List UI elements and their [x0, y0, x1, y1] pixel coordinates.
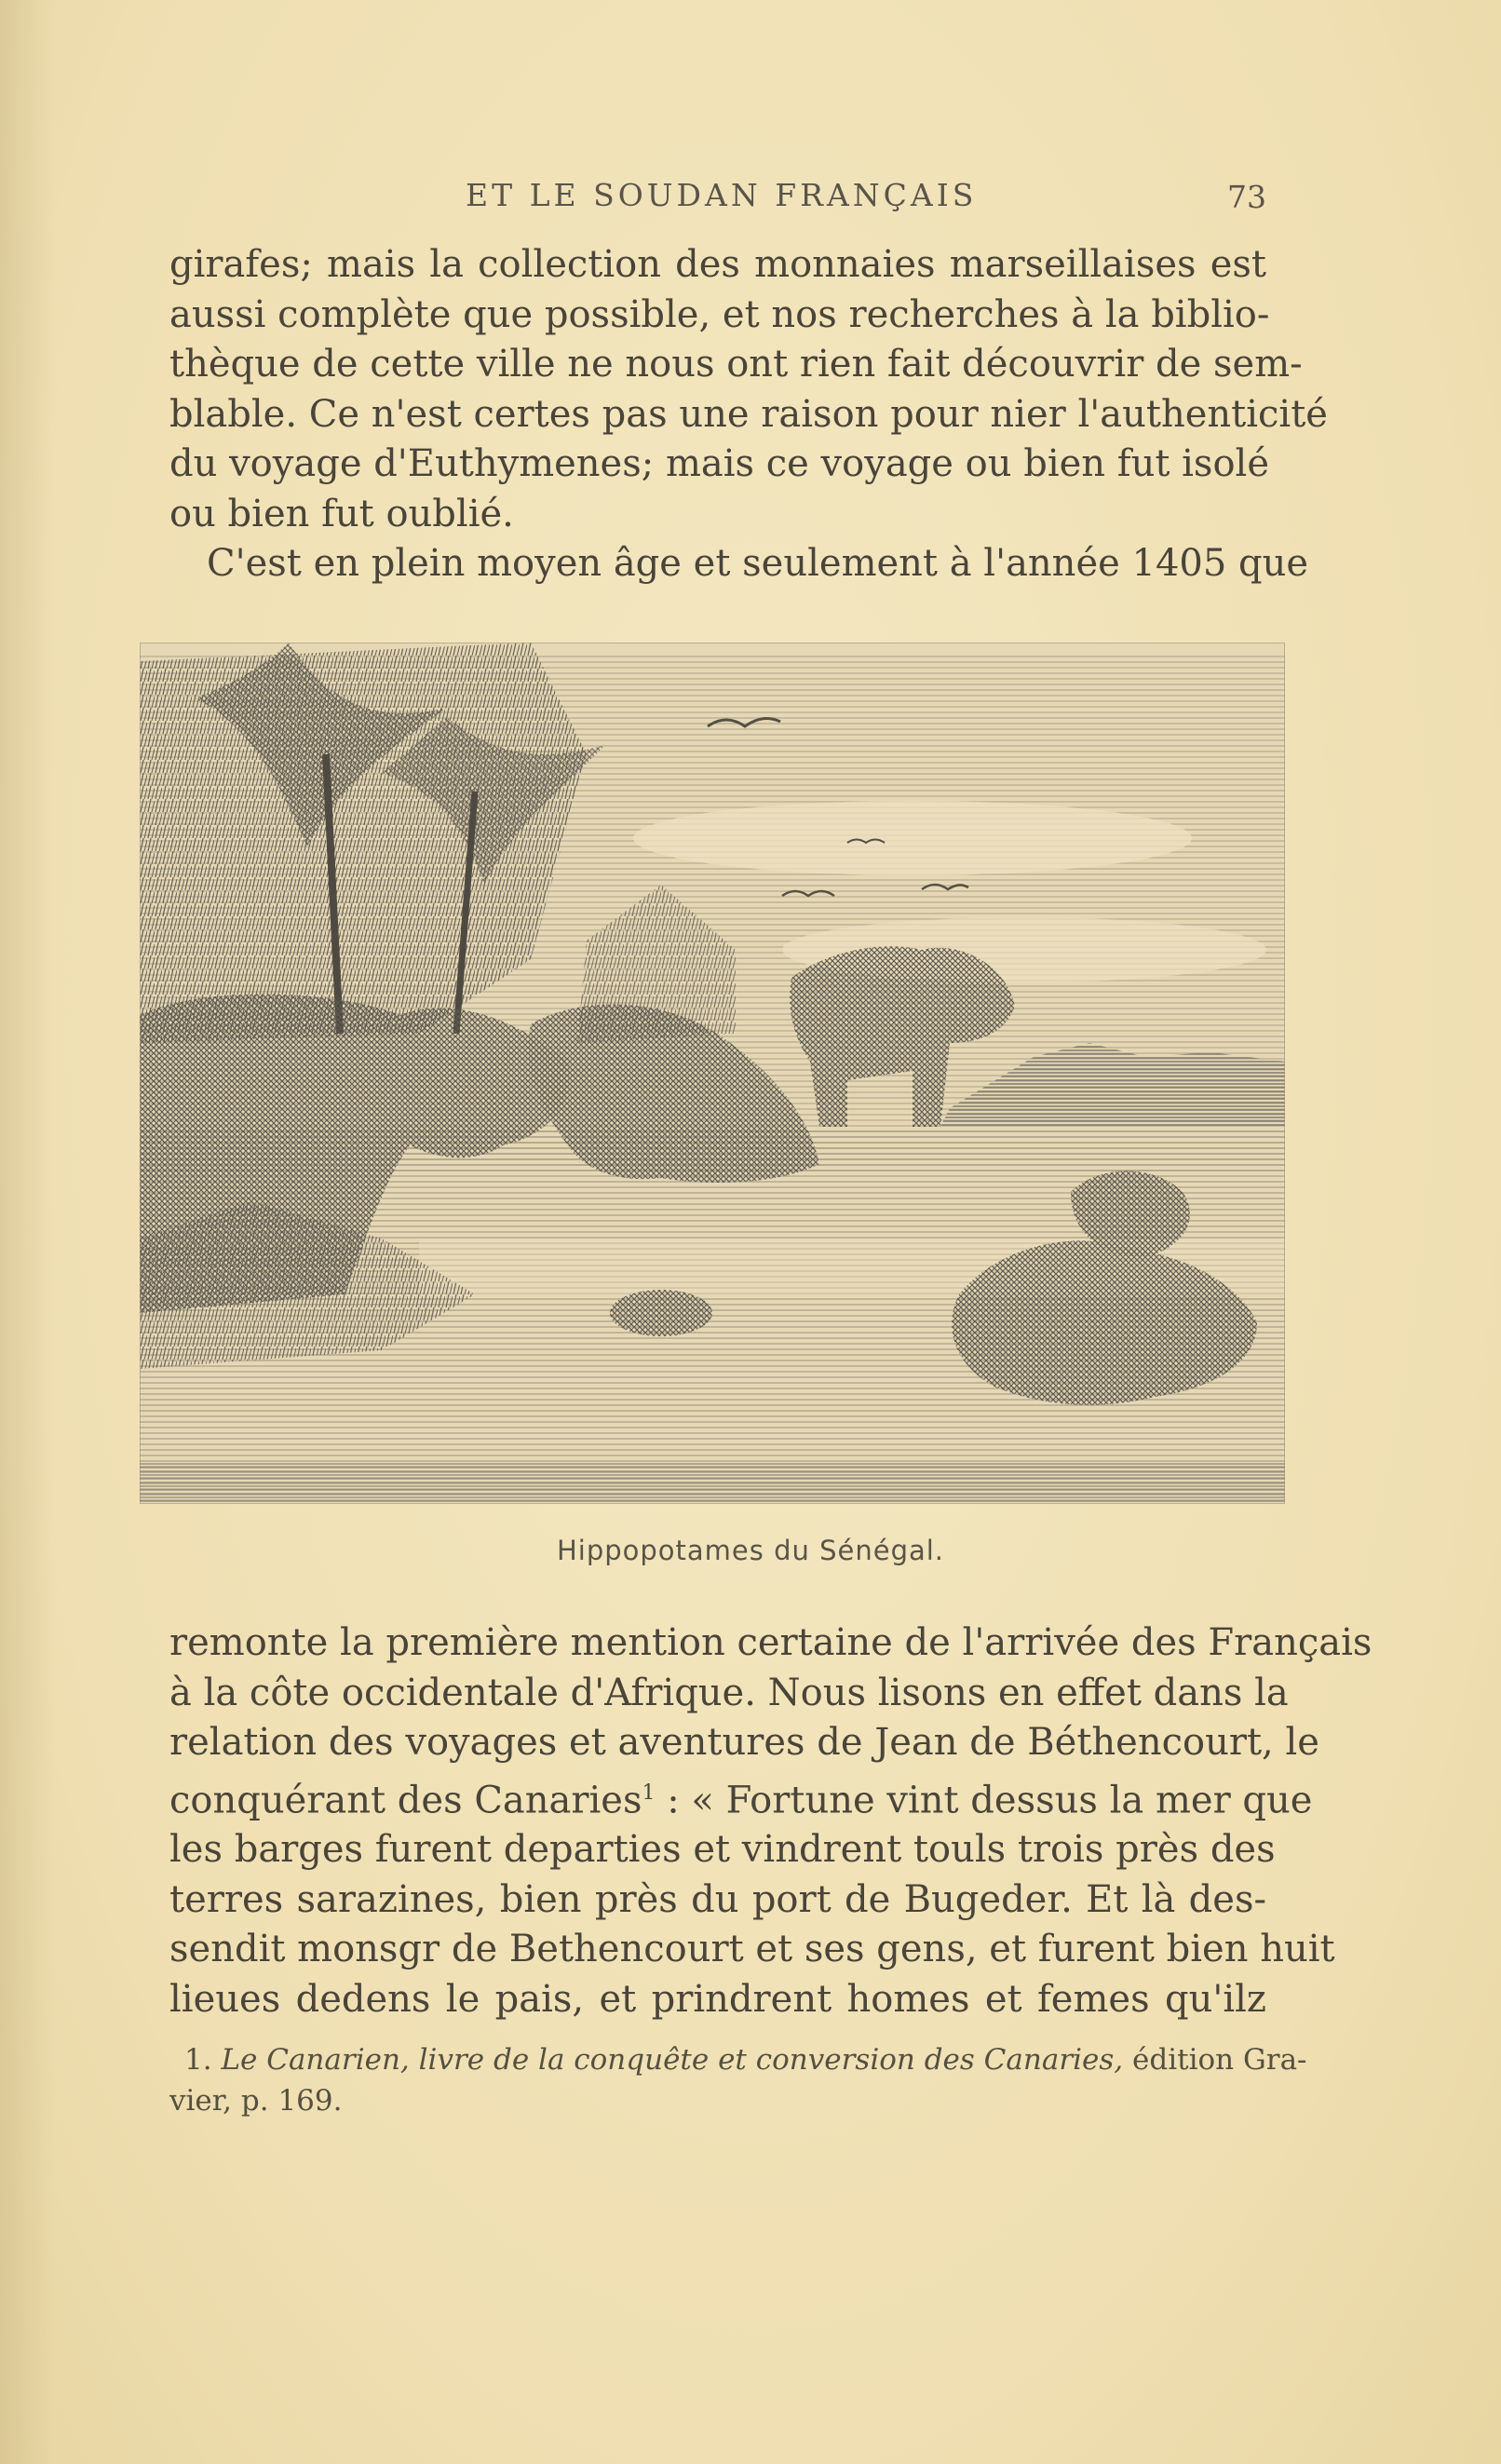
- running-title: ET LE SOUDAN FRANÇAIS: [466, 177, 978, 213]
- text-line: du voyage d'Euthymenes; mais ce voyage ou bien fut isolé: [169, 442, 1269, 485]
- footnote-line: [169, 2039, 1307, 2080]
- text-line: sendit monsgr de Bethencourt et ses gens, et furent bien huit: [169, 1928, 1335, 1971]
- text-line: ou bien fut oublié.: [169, 492, 514, 535]
- text-line: à la côte occidentale d'Afrique. Nous lisons en effet dans la: [169, 1671, 1289, 1714]
- text-fragment: conquérant des Canaries: [169, 1778, 642, 1821]
- text-block-bottom: [169, 1618, 1373, 2024]
- text-line-with-footnote: [169, 1768, 1313, 1826]
- text-line: terres sarazines, bien près du port de Bugeder. Et là des-: [169, 1877, 1266, 1921]
- page-number: 73: [1227, 179, 1266, 215]
- footnote-marker: 1: [642, 1780, 656, 1805]
- text-line: blable. Ce n'est certes pas une raison pour nier l'authenticité: [169, 392, 1328, 436]
- text-line: C'est en plein moyen âge et seulement à l'année 1405 que: [207, 542, 1309, 585]
- text-line: girafes; mais la collection des monnaies marseillaises est: [169, 243, 1266, 286]
- hippopotamus-engraving: [140, 643, 1285, 1504]
- text-block-top: [169, 240, 1328, 589]
- text-line: lieues dedens le pais, et prindrent homes et femes qu'ilz: [169, 1977, 1266, 2021]
- text-line: thèque de cette ville ne nous ont rien fait découvrir de sem-: [169, 343, 1303, 386]
- footnote-line: vier, p. 169.: [169, 2084, 343, 2118]
- text-fragment: : « Fortune vint dessus la mer que: [655, 1778, 1313, 1821]
- running-head: [168, 177, 1266, 223]
- page-edge-shadow: [0, 0, 56, 2464]
- footnote-text: édition Gra-: [1123, 2043, 1307, 2077]
- footnote-number: 1.: [184, 2043, 212, 2077]
- text-line: les barges furent departies et vindrent touls trois près des: [169, 1828, 1276, 1872]
- footnote: [169, 2039, 1307, 2121]
- text-line: relation des voyages et aventures de Jean de Béthencourt, le: [169, 1721, 1319, 1764]
- text-line: remonte la première mention certaine de l'arrivée des Français: [169, 1621, 1373, 1664]
- figure-caption: Hippopotames du Sénégal.: [556, 1535, 945, 1566]
- text-line: aussi complète que possible, et nos recherches à la biblio-: [169, 292, 1270, 336]
- footnote-title: Le Canarien, livre de la conquête et conversion des Canaries,: [221, 2043, 1124, 2077]
